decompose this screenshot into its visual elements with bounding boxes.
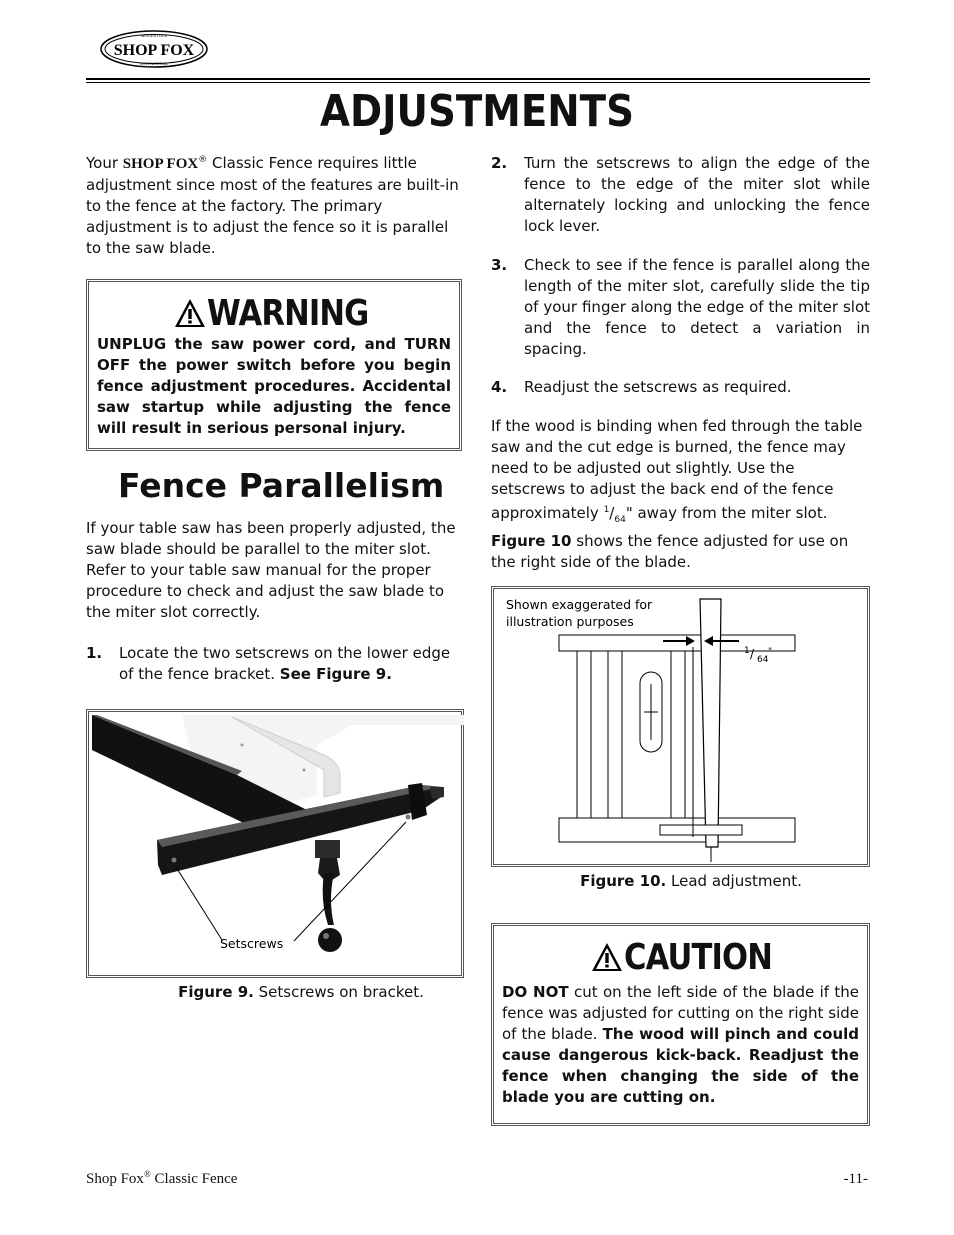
header-rule xyxy=(86,78,870,83)
logo-text: SHOP FOX xyxy=(113,42,195,59)
shop-fox-logo xyxy=(100,30,208,68)
caution-box xyxy=(491,923,870,1126)
logo-small-bottom: INTERNATIONAL xyxy=(140,62,168,66)
page-title: ADJUSTMENTS xyxy=(320,86,634,137)
svg-text:/: / xyxy=(750,647,755,661)
binding-paragraph: If the wood is binding when fed through the table saw and the cut edge is burned, the fence may need to be adjusted out slightly. Use the setscrews to adjust the back end of the fence approximately $^1/_{64}$" away from the miter slot. Figure 10 shows the fence adjusted for use on the right side of the blade. xyxy=(491,417,863,571)
logo-small-top: WOODSTOCK xyxy=(140,33,168,38)
figure-10-caption: Figure 10. Lead adjustment. xyxy=(580,872,802,890)
step-1: 1. Locate the two setscrews on the lower edge of the fence bracket. See Figure 9. xyxy=(86,644,451,683)
fraction-mark: " xyxy=(768,647,773,657)
section-title: Fence Parallelism xyxy=(118,466,445,505)
step-4: 4. Readjust the setscrews as required. xyxy=(491,378,792,396)
warning-box xyxy=(86,279,462,451)
figure-9 xyxy=(86,709,464,978)
warning-triangle-icon xyxy=(173,297,207,329)
fraction-num: 1 xyxy=(744,646,750,656)
figure-9-caption: Figure 9. Setscrews on bracket. xyxy=(178,983,424,1001)
brand-name: SHOP FOX xyxy=(122,156,199,172)
caution-text: DO NOT cut on the left side of the blade if the fence was adjusted for cutting on the right side of the blade. The wood will pinch and could cause dangerous kick-back. Readjust the fence when changing the side of the blade you are cutting on. xyxy=(502,983,860,1106)
step-2: 2. Turn the setscrews to align the edge of the fence to the edge of the miter slot while alternately locking and unlocking the fence lock lever. xyxy=(491,154,870,235)
figure-10 xyxy=(491,586,870,867)
section-paragraph: If your table saw has been properly adjusted, the saw blade should be parallel to the miter slot. Refer to your table saw manual for the proper procedure to check and adjust the saw blade to the miter slot correctly. xyxy=(86,519,456,621)
note-line-1: Shown exaggerated for xyxy=(506,597,653,612)
step-3: 3. Check to see if the fence is parallel along the length of the miter slot, carefully slide the tip of your finger along the edge of the miter slot and the fence to detect a variation in spacing. xyxy=(491,256,870,358)
intro-paragraph: Your SHOP FOX® Classic Fence requires little adjustment since most of the features are built-in to the fence at the factory. The primary adjustment is to adjust the fence so it is parallel to the saw blade. xyxy=(86,154,459,257)
fence-bracket-photo xyxy=(92,715,464,978)
footer-left: Shop Fox® Classic Fence xyxy=(86,1169,238,1187)
fraction-den: 64 xyxy=(757,655,769,665)
caution-heading: CAUTION xyxy=(624,936,772,978)
page-number: -11- xyxy=(843,1171,868,1187)
warning-text: UNPLUG the saw power cord, and TURN OFF the power switch before you begin fence adjustment procedures. Accidental saw startup while adjusting the fence will result in serious personal injury. xyxy=(97,335,451,437)
lead-adjustment-diagram xyxy=(497,592,870,867)
setscrews-label: Setscrews xyxy=(220,936,284,951)
caution-triangle-icon xyxy=(590,941,624,973)
note-line-2: illustration purposes xyxy=(506,614,634,629)
warning-heading: WARNING xyxy=(207,292,369,334)
